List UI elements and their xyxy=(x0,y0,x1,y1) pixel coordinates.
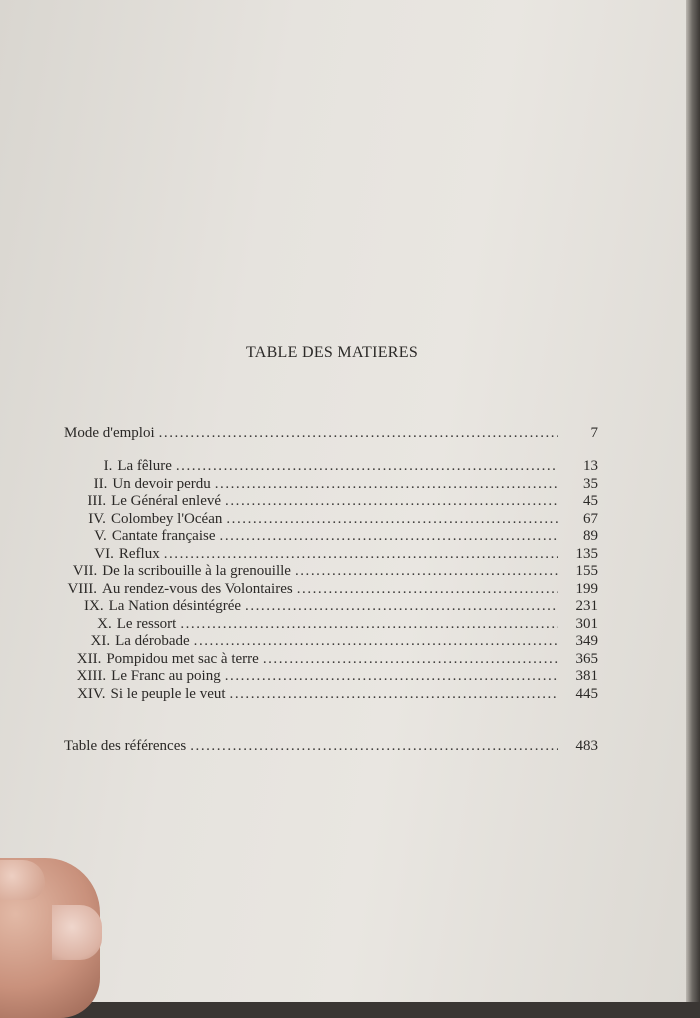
chapter-number: III. xyxy=(87,493,107,509)
chapter-title: Au rendez-vous des Volontaires xyxy=(102,580,293,597)
dot-leader xyxy=(226,510,558,528)
toc-entry-chapter xyxy=(64,475,598,493)
chapter-title: Si le peuple le veut xyxy=(110,685,226,702)
chapter-number: VI. xyxy=(94,545,114,562)
toc-entry-label: Table des références xyxy=(64,738,187,754)
dot-leader xyxy=(180,615,558,633)
toc-entry-intro xyxy=(64,424,598,442)
toc-entry-chapter xyxy=(64,527,598,545)
toc-entry-chapter xyxy=(64,615,598,633)
chapter-page: 301 xyxy=(575,615,598,632)
chapter-number: XIII. xyxy=(76,668,107,684)
chapter-page: 155 xyxy=(575,563,598,579)
page-title: TABLE DES MATIERES xyxy=(245,344,419,361)
chapter-page: 231 xyxy=(575,598,598,614)
dot-leader xyxy=(159,424,558,442)
dot-leader xyxy=(297,580,558,598)
chapter-title: Colombey l'Océan xyxy=(110,510,223,527)
chapter-number: IX. xyxy=(84,598,104,614)
chapter-number: XII. xyxy=(76,650,102,667)
toc-entry-chapter xyxy=(64,580,598,598)
toc-entry-chapter xyxy=(64,457,598,475)
chapter-page: 135 xyxy=(575,545,598,562)
chapter-number: XI. xyxy=(90,633,111,649)
chapter-number: X. xyxy=(97,615,112,632)
toc-entry-chapter xyxy=(64,545,598,563)
chapter-page: 13 xyxy=(583,458,598,474)
page-edge xyxy=(686,0,700,1002)
dot-leader xyxy=(176,457,558,475)
chapter-title: Pompidou met sac à terre xyxy=(106,650,259,667)
chapter-title: Cantate française xyxy=(111,528,216,544)
toc-entry-page: 7 xyxy=(590,425,598,441)
chapter-title: Reflux xyxy=(118,545,160,562)
toc-entry-chapter xyxy=(64,667,598,685)
chapter-page: 35 xyxy=(583,475,598,492)
chapter-number: I. xyxy=(103,458,113,474)
thumbnail-nail xyxy=(52,905,102,960)
toc-entry-chapter xyxy=(64,597,598,615)
toc-entry-chapter xyxy=(64,685,598,703)
dot-leader xyxy=(220,527,558,545)
chapter-number: IV. xyxy=(88,510,106,527)
chapter-page: 349 xyxy=(575,633,598,649)
dot-leader xyxy=(164,545,558,563)
chapter-title: Le Général enlevé xyxy=(111,493,222,509)
chapter-page: 89 xyxy=(583,528,598,544)
chapter-page: 45 xyxy=(583,493,598,509)
chapter-page: 381 xyxy=(575,668,598,684)
dot-leader xyxy=(225,492,558,510)
chapter-page: 365 xyxy=(575,650,598,667)
toc-entry-chapter xyxy=(64,632,598,650)
chapter-title: La dérobade xyxy=(115,633,190,649)
dot-leader xyxy=(190,737,558,755)
chapter-number: XIV. xyxy=(77,685,106,702)
toc-entry-chapter xyxy=(64,650,598,668)
chapter-page: 445 xyxy=(575,685,598,702)
chapter-number: VII. xyxy=(72,563,98,579)
toc-entry-page: 483 xyxy=(575,738,598,754)
dot-leader xyxy=(263,650,558,668)
chapter-page: 67 xyxy=(583,510,598,527)
chapter-page: 199 xyxy=(575,580,598,597)
toc-entry-references xyxy=(64,737,598,755)
chapter-title: La Nation désintégrée xyxy=(108,598,242,614)
chapter-title: Un devoir perdu xyxy=(112,475,211,492)
chapter-number: VIII. xyxy=(67,580,98,597)
toc-entry-chapter xyxy=(64,492,598,510)
chapter-number: V. xyxy=(94,528,107,544)
chapter-title: La fêlure xyxy=(117,458,172,474)
chapter-title: De la scribouille à la grenouille xyxy=(102,563,291,579)
dot-leader xyxy=(245,597,558,615)
dot-leader xyxy=(194,632,558,650)
chapter-title: Le Franc au poing xyxy=(111,668,221,684)
toc-entry-label: Mode d'emploi xyxy=(64,425,155,441)
dot-leader xyxy=(225,667,558,685)
dot-leader xyxy=(295,562,558,580)
toc-entry-chapter xyxy=(64,562,598,580)
dot-leader xyxy=(230,685,558,703)
chapter-title: Le ressort xyxy=(116,615,177,632)
dot-leader xyxy=(215,475,558,493)
chapter-number: II. xyxy=(93,475,108,492)
finger xyxy=(0,860,45,900)
toc-entry-chapter xyxy=(64,510,598,528)
